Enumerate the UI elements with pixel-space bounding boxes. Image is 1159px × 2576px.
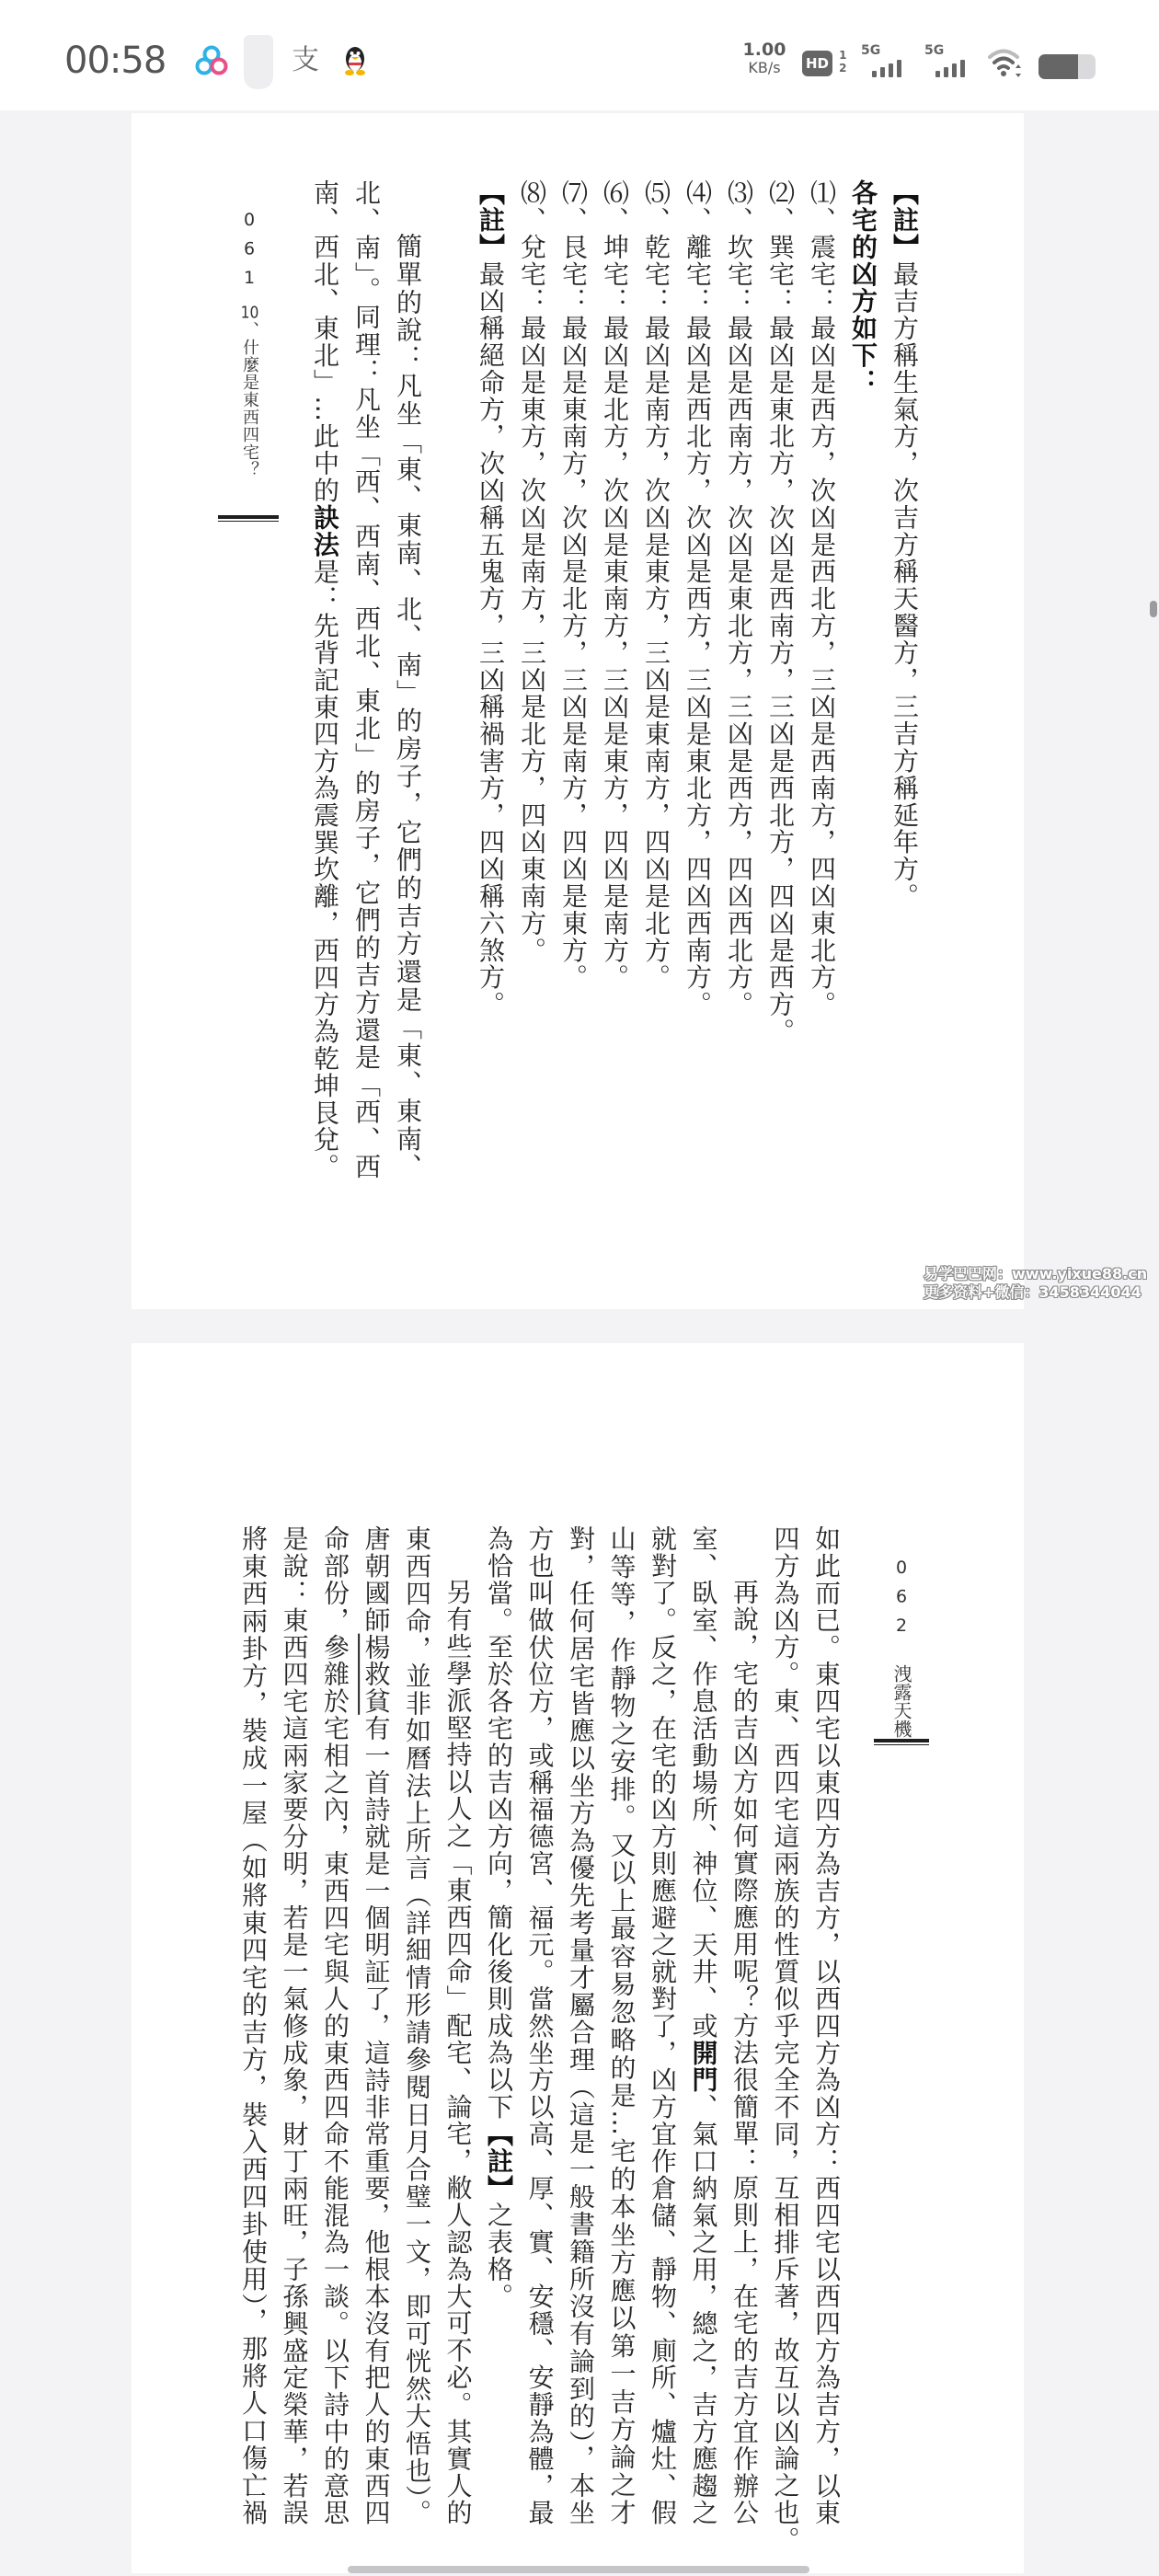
list-item: ⑹、坤宅：最凶是北方，次凶是東南方，三凶是東方，四凶是南方。 [600, 179, 630, 991]
page-body-text [233, 1525, 847, 2554]
list-item: ⑶、坎宅：最凶是西南方，次凶是東北方，三凶是西方，四凶西北方。 [724, 179, 754, 1018]
status-bar [0, 0, 1159, 110]
list-item: ⑷、離宅：最凶是西北方，次凶是西方，三凶是東北方，四凶西南方。 [683, 179, 713, 1018]
watermark [924, 1265, 1147, 1302]
list-item: ⑻、兌宅：最凶是東方，次凶是南方，三凶是北方，四凶東南方。 [517, 179, 547, 964]
text-column: 室、臥室、作息活動場所、神位、天井、或開門、氣口納氣之用，總之，吉方應趨之 [688, 1525, 719, 2526]
chapter-heading [240, 305, 259, 478]
text-column: 另有些學派堅持以人之「東西四命」配宅、論宅，敝人認為大可不必。其實人的 [442, 1579, 474, 2526]
chapter-number: 10 [240, 304, 259, 321]
bold-term: 訣法 [310, 503, 340, 558]
sim-slot-1: 1 [839, 49, 847, 62]
section-heading: 各宅的凶方如下： [848, 179, 878, 397]
note-marker: 【註】 [484, 2120, 514, 2202]
note-marker: 【註】 [476, 179, 506, 261]
sim-slot-2: 2 [839, 62, 847, 75]
network-speed-unit: KB/s [748, 59, 781, 76]
text-column: 唐朝國師楊救貧有一首詩就是一個明証了，這詩非常重要，他根本沒有把人的東西四 [361, 1525, 392, 2526]
text-column: 再說，宅的吉凶方如何實際應用呢？方法很簡單：原則上，在宅的吉方宜作辦公 [729, 1579, 760, 2526]
text-column: 是說：東西四宅這兩家要分明，若是一氣修成象，財丁兩旺，子孫興盛定榮華，若誤 [279, 1525, 310, 2526]
bold-term: 開門 [688, 2039, 719, 2094]
network-speed [739, 41, 790, 76]
signal-type-label: 5G [924, 43, 945, 58]
sim-slots [839, 49, 846, 75]
page-header [888, 1558, 915, 1738]
clock: 00:58 [64, 40, 166, 82]
text-column: 將東西兩卦方，裝成一屋（如將東四宅的吉方，裝入西四卦使用），那將人口傷亡禍 [238, 1525, 269, 2526]
text-column: 對，任何居宅皆應以坐方為優先考量才屬合理（這是一般書籍所沒有論到的），本坐 [566, 1525, 596, 2526]
page-number: 061 [239, 210, 259, 297]
text-column: 命部份，參雜於宅相之內，東西四宅與人的東西四命不能混為一談。以下詩中的意思 [320, 1525, 350, 2526]
paragraph-gap [429, 179, 470, 1180]
list-item: ⑵、巽宅：最凶是東北方，次凶是西南方，三凶是西北方，四凶是西方。 [765, 179, 796, 1045]
qq-penguin-icon [341, 45, 369, 76]
book-page-061 [132, 113, 1024, 1309]
battery-level-fill [1039, 54, 1078, 79]
gesture-navigation-bar[interactable] [348, 2566, 809, 2573]
list-item: ⑸、乾宅：最凶是南方，次凶是東方，三凶是東南方，四凶是北方。 [641, 179, 671, 991]
signal-type-label: 5G [861, 43, 881, 58]
text-column: 簡單的說：凡坐「東、東南、北、南」的房子，它們的吉方還是「東、東南、 [393, 233, 423, 1180]
header-rule [218, 515, 279, 522]
page-header [235, 210, 263, 478]
baidu-netdisk-icon [194, 44, 229, 77]
signal-5g-icon [924, 44, 969, 79]
watermark-contact-line: 更多资料+微信：3458344044 [924, 1283, 1142, 1301]
note-line: 【註】最凶稱絕命方，次凶稱五鬼方，三凶稱禍害方，四凶稱六煞方。 [476, 179, 506, 1018]
page-body-text [304, 179, 925, 1180]
hd-volte-icon [802, 49, 846, 78]
signal-5g-icon [861, 44, 905, 79]
book-page-062 [132, 1343, 1024, 2573]
blank-app-icon [244, 35, 273, 89]
battery-icon [1039, 54, 1096, 79]
wifi-icon [987, 46, 1024, 79]
list-item: ⑺、艮宅：最凶是東南方，次凶是北方，三凶是南方，四凶是東方。 [558, 179, 589, 991]
text-column: 方也叫做伏位方，或稱福德宮、福元。當然坐方以高、厚、實、安穩、安靜為體，最 [524, 1525, 556, 2526]
text-column: 為恰當。至於各宅的吉凶方向，簡化後則成為以下【註】之表格。 [484, 1525, 514, 2310]
text-column: 四方為凶方。東、西四宅這兩族的性質似乎完全不同，互相排斥著，故互以凶論之也。 [770, 1525, 801, 2554]
watermark-site-line: 易学巴巴网：www.yixue88.cn [924, 1265, 1148, 1282]
list-item: ⑴、震宅：最凶是西方，次凶是西北方，三凶是西南方，四凶東北方。 [807, 179, 837, 1018]
book-title: 洩露天機 [890, 1663, 912, 1738]
signal-bars-icon [935, 59, 965, 77]
signal-bars-icon [872, 59, 901, 77]
note-line: 【註】最吉方稱生氣方，次吉方稱天醫方，三吉方稱延年方。 [889, 179, 920, 910]
note-marker: 【註】 [889, 179, 920, 261]
text-column: 北、南」。同理：凡坐「西、西南、西北、東北」的房子，它們的吉方還是「西、西 [351, 179, 382, 1180]
page-number: 062 [891, 1558, 912, 1645]
chapter-title: 、什麼是東西四宅？ [240, 320, 259, 478]
text-column: 如此而已。東四宅以東四方為吉方，以西四方為凶方：西四宅以西四方為吉方，以東 [811, 1525, 842, 2526]
alipay-icon: 支 [292, 44, 319, 76]
text-column: 就對了。反之，在宅的凶方則應避之就對了，凶方宜作倉儲、靜物、廁所、爐灶、假 [648, 1525, 678, 2526]
text-column: 東西四命，並非如曆法上所言（詳細情形請參閱日月合璧一文，即可恍然大悟也）。 [402, 1525, 432, 2526]
header-rule [874, 1739, 929, 1745]
proper-name-mark: 楊救貧 [361, 1633, 392, 1715]
text-column: 南、西北、東北」…此中的訣法是：先背記東四方為震巽坎離，西四方為乾坤艮兌。 [310, 179, 340, 1180]
hd-badge: HD [802, 51, 832, 76]
text-column: 山等等，作靜物之安排。又以上最容易忽略的是…宅的本坐方應以第一吉方論之才 [606, 1525, 637, 2526]
network-speed-value: 1.00 [742, 40, 786, 60]
vertical-scrollbar-thumb[interactable] [1150, 601, 1157, 617]
